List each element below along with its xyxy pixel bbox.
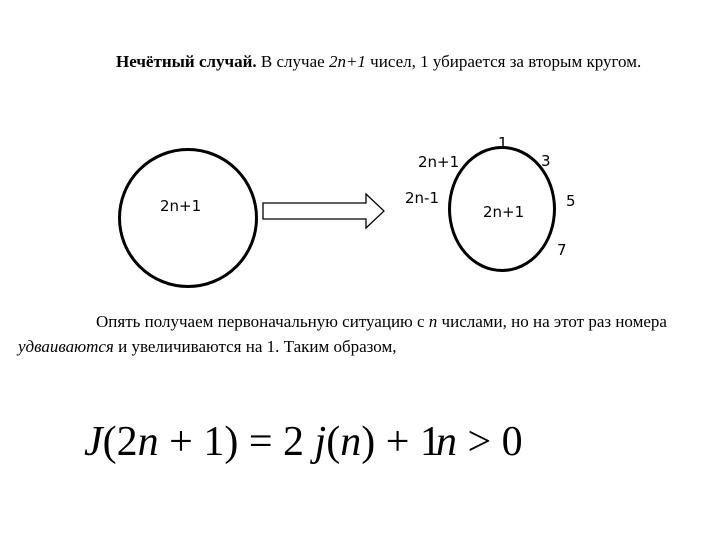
intro-paragraph — [40, 48, 710, 76]
right-circle-center-label: 2n+1 — [483, 203, 525, 221]
left-circle-label: 2n+1 — [160, 197, 202, 215]
formula-rhs-close: ) + 1 — [361, 419, 441, 465]
number-5: 5 — [566, 192, 576, 210]
formula-arg-close: + 1) — [158, 419, 239, 465]
formula-rhs-n: n — [340, 419, 362, 465]
para-text-a: Опять получаем первоначальную ситуацию с — [96, 312, 429, 331]
number-1: 1 — [498, 134, 508, 152]
para-text-c: и увеличиваются на 1. Таким образом, — [113, 337, 397, 356]
para-italic-n: n — [428, 312, 438, 331]
left-circle — [118, 148, 258, 288]
formula-condition — [436, 418, 523, 466]
body-paragraph — [18, 309, 713, 359]
intro-text-b: чисел, 1 убирается за вторым кругом. — [365, 52, 642, 71]
arrow-icon — [262, 192, 386, 230]
para-italic-word: удваиваются — [18, 337, 114, 356]
number-7: 7 — [557, 241, 567, 259]
condition-n: n — [436, 419, 457, 465]
formula-rhs-open: ( — [326, 419, 341, 465]
condition-rest: > 0 — [457, 419, 523, 465]
intro-text-a: В случае — [256, 52, 329, 71]
formula-j: j — [314, 419, 327, 465]
right-left-label: 2n-1 — [405, 189, 440, 207]
formula-arg-open: (2 — [102, 419, 138, 465]
formula-eq: = 2 — [238, 419, 315, 465]
number-3: 3 — [541, 152, 551, 170]
intro-italic-expr: 2n+1 — [328, 52, 366, 71]
right-top-left-label: 2n+1 — [418, 153, 460, 171]
intro-bold-lead: Нечётный случай. — [116, 52, 257, 71]
formula-J: J — [84, 419, 103, 465]
para-text-b: числами, но на этот раз номера — [437, 312, 667, 331]
josephus-formula — [84, 418, 441, 466]
formula-lhs-n: n — [137, 419, 159, 465]
